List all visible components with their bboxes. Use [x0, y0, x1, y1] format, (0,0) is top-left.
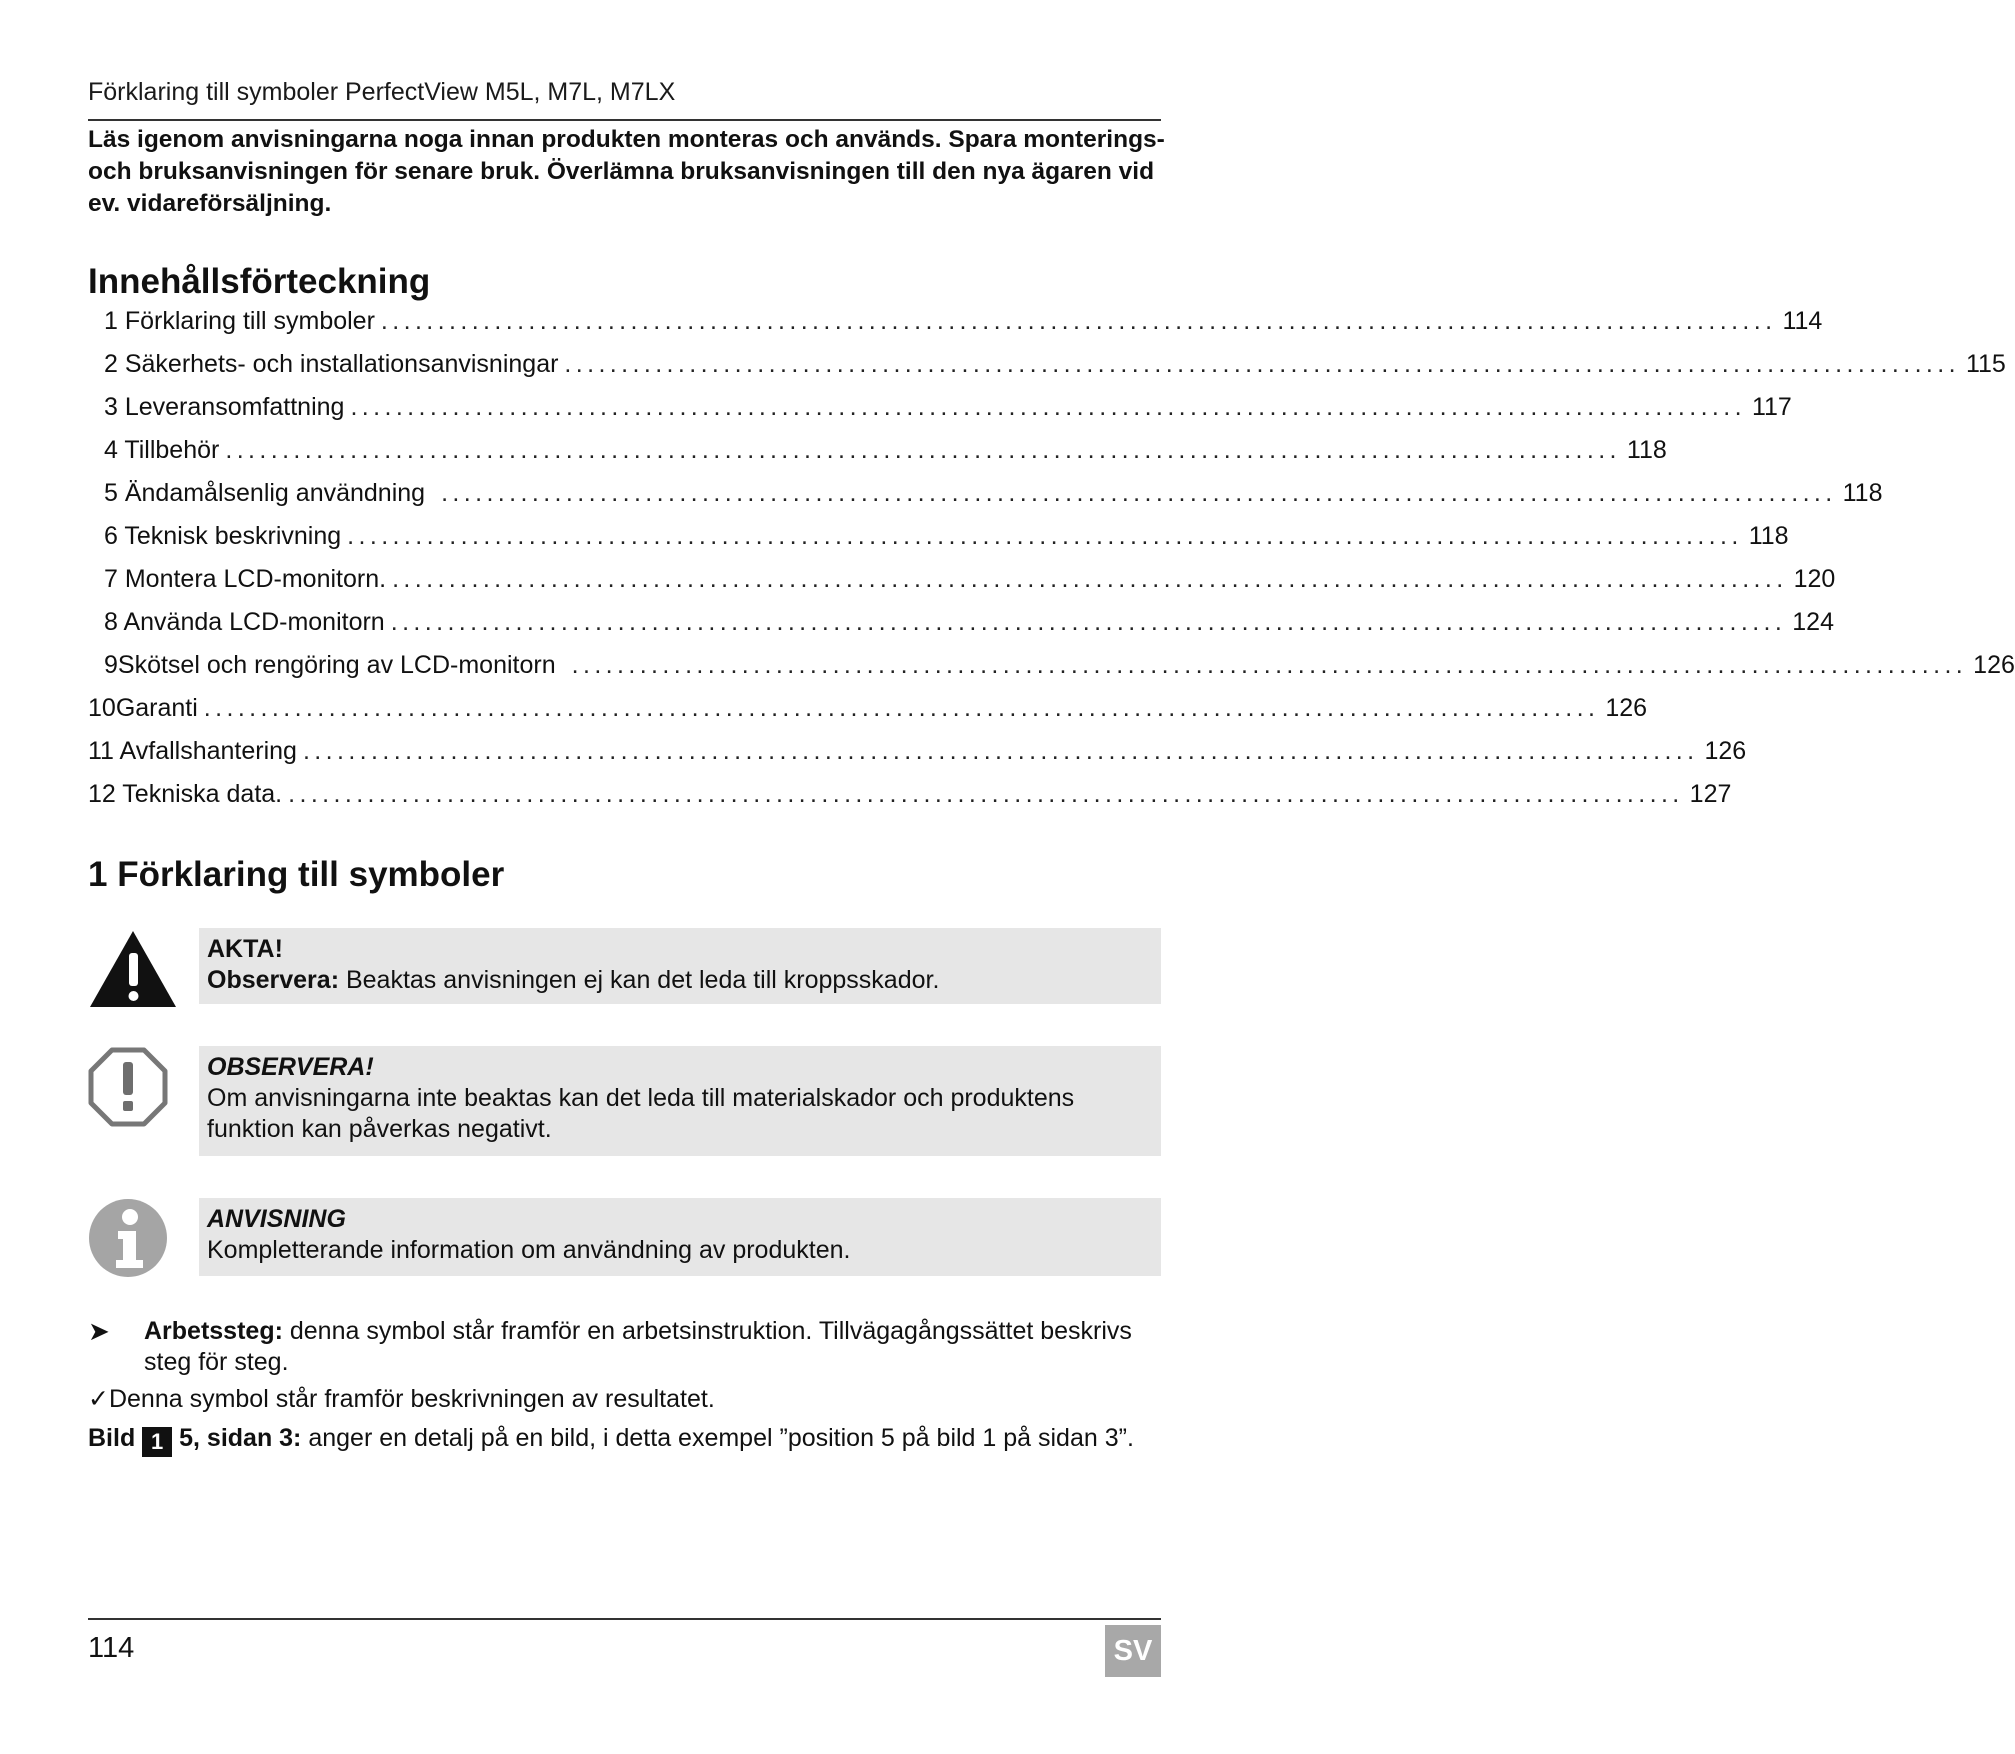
toc-leader-dots: ...........................................................................................................................	[225, 436, 1621, 464]
toc-entry-title: 12 Tekniska data.	[88, 780, 283, 808]
toc-entry[interactable]	[104, 350, 2006, 382]
toc-entry-page: 118	[1626, 436, 1667, 464]
notice-box-caution	[199, 1046, 1161, 1156]
toc-entry-page: 126	[1973, 651, 2015, 679]
toc-leader-dots: ...........................................................................................................................	[288, 780, 1684, 808]
toc-entry-number: 9	[104, 651, 118, 679]
toc-leader-dots: ...........................................................................................................................	[392, 565, 1788, 593]
checkmark-icon: ✓	[88, 1385, 109, 1413]
toc-entry[interactable]	[104, 393, 1792, 425]
notice-box-warning	[199, 928, 1161, 1004]
toc-entry-page: 115	[1965, 350, 2006, 378]
toc-entry-title: 2 Säkerhets- och installationsanvisningar	[104, 350, 559, 378]
toc-entry-page: 114	[1782, 307, 1823, 335]
notice-title: AKTA!	[207, 935, 283, 963]
notice-title: ANVISNING	[207, 1205, 346, 1233]
figure-lead-position: 5, sidan 3:	[172, 1424, 302, 1452]
toc-entry[interactable]	[104, 522, 1789, 554]
toc-entry-number: 10	[88, 694, 116, 722]
figure-number-box: 1	[142, 1427, 172, 1457]
toc-entry[interactable]	[104, 651, 2015, 683]
caution-octagon-icon	[88, 1047, 168, 1127]
toc-entry-page: 126	[1605, 694, 1648, 722]
step-lead: Arbetssteg:	[144, 1317, 283, 1345]
toc-entry-title: 11 Avfallshantering	[88, 737, 297, 765]
figure-lead: Bild	[88, 1424, 136, 1452]
result-line	[88, 1384, 715, 1414]
toc-entry[interactable]	[88, 694, 1648, 726]
step-text	[144, 1316, 1184, 1378]
toc-entry-page: 117	[1751, 393, 1792, 421]
toc-heading: Innehållsförteckning	[88, 262, 431, 301]
step-body: denna symbol står framför en arbetsinstruktion. Tillvägagångssättet beskrivs steg för steg.	[144, 1317, 1132, 1376]
notice-text	[207, 965, 1153, 996]
arrow-right-icon: ➤	[88, 1316, 110, 1346]
figure-reference	[88, 1423, 1168, 1457]
toc-entry-page: 118	[1748, 522, 1789, 550]
toc-leader-dots: ...........................................................................................................................	[347, 522, 1743, 550]
toc-entry-title: 3 Leveransomfattning	[104, 393, 345, 421]
toc-entry-title: 6 Teknisk beskrivning	[104, 522, 342, 550]
figure-text: anger en detalj på en bild, i detta exempel ”position 5 på bild 1 på sidan 3”.	[301, 1424, 1134, 1452]
notice-lead: Observera:	[207, 966, 340, 994]
toc-entry-title: 4 Tillbehör	[104, 436, 220, 464]
toc-entry-title: 7 Montera LCD-monitorn.	[104, 565, 387, 593]
toc-entry-page: 120	[1793, 565, 1836, 593]
footer-divider	[88, 1618, 1161, 1620]
notice-body: Om anvisningarna inte beaktas kan det leda till materialskador och produktens funktion kan påverkas negativt.	[207, 1084, 1075, 1143]
language-badge: SV	[1105, 1625, 1161, 1677]
toc-leader-dots: ...........................................................................................................................	[350, 393, 1746, 421]
toc-entry[interactable]	[104, 436, 1667, 468]
notice-body: Beaktas anvisningen ej kan det leda till kroppsskador.	[339, 966, 940, 994]
toc-entry-page: 118	[1842, 479, 1883, 507]
toc-leader-dots: ...........................................................................................................................	[203, 694, 1600, 722]
toc-leader-dots: ...........................................................................................................................	[571, 651, 1968, 679]
section-heading: 1 Förklaring till symboler	[88, 855, 505, 894]
header-divider	[88, 119, 1161, 121]
toc-leader-dots: ...........................................................................................................................	[441, 479, 1837, 507]
toc-leader-dots: ...........................................................................................................................	[302, 737, 1699, 765]
toc-leader-dots: ...........................................................................................................................	[564, 350, 1960, 378]
toc-entry-page: 126	[1704, 737, 1747, 765]
toc-entry-title: 5 Ändamålsenlig användning	[104, 479, 426, 507]
intro-paragraph: Läs igenom anvisningarna noga innan produkten monteras och används. Spara monterings- och bruksanvisningen för senare bruk. Överlämna bruksanvisningen till den nya ägaren vid ev. vidareförsäljning.	[88, 126, 1165, 217]
toc-entry-title: 1 Förklaring till symboler	[104, 307, 375, 335]
toc-entry-title: Skötsel och rengöring av LCD-monitorn	[117, 651, 556, 679]
info-icon	[88, 1198, 168, 1278]
result-text: Denna symbol står framför beskrivningen av resultatet.	[108, 1385, 715, 1413]
toc-entry-title: 8 Använda LCD-monitorn	[104, 608, 385, 636]
toc-entry-page: 124	[1792, 608, 1834, 636]
notice-box-info	[199, 1198, 1161, 1276]
toc-leader-dots: ...........................................................................................................................	[390, 608, 1787, 636]
toc-entry-page: 127	[1689, 780, 1732, 808]
toc-entry[interactable]	[88, 737, 1747, 769]
page-number: 114	[88, 1632, 135, 1664]
notice-title: OBSERVERA!	[207, 1053, 374, 1081]
toc-entry-title: Garanti	[115, 694, 198, 722]
toc-leader-dots: ...........................................................................................................................	[380, 307, 1777, 335]
toc-entry[interactable]	[104, 608, 1834, 640]
toc-entry[interactable]	[104, 307, 1823, 339]
running-header: Förklaring till symboler PerfectView M5L, M7L, M7LX	[88, 78, 676, 106]
toc-entry[interactable]	[104, 479, 1883, 511]
toc-entry[interactable]	[104, 565, 1836, 597]
warning-triangle-icon	[88, 929, 178, 1009]
notice-body: Kompletterande information om användning av produkten.	[207, 1236, 851, 1264]
toc-entry[interactable]	[88, 780, 1732, 812]
